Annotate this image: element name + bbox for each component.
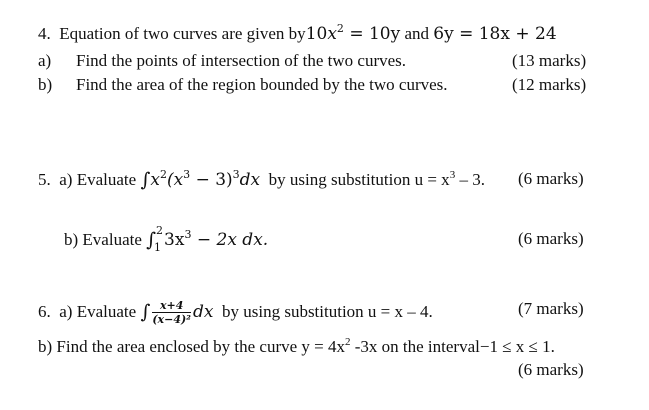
- q4-conjunction: and: [404, 24, 430, 43]
- q5-a-label: a) Evaluate: [59, 170, 137, 189]
- q4-stem-text: Equation of two curves are given by: [59, 24, 306, 43]
- q6-b-marks: (6 marks): [518, 360, 584, 379]
- q4-curve1: $10x^2 = 10y$: [305, 22, 401, 44]
- q4-part-a: [38, 52, 51, 69]
- q5-a-sub-text: by using substitution $u = x^3 - 3$.: [268, 169, 485, 189]
- q5-part-b: [64, 224, 269, 254]
- q6-a-fraction: $\frac{x+4}{\text{(x−4)²}}$: [152, 299, 191, 326]
- q5-b-marks: (6 marks): [518, 229, 584, 248]
- q4-a-text: Find the points of intersection of the two curves.: [76, 51, 407, 70]
- q6-a-integral: ∫ $\frac{x+4}{\text{(x−4)²}}$ dx: [140, 299, 214, 326]
- integral-sign-icon: ∫: [140, 169, 151, 191]
- q6-b-interval: −1 ≤ x ≤ 1.: [479, 337, 555, 356]
- q4-a-marks: (13 marks): [512, 51, 587, 70]
- q4-b-label: b): [38, 75, 53, 94]
- q4-number: 4.: [38, 24, 51, 43]
- q6-part-b: b) Find the area enclosed by the curve $y = 4x^2$ -3x on the interval−1 ≤ x ≤ 1.: [38, 336, 555, 356]
- q6-number: 6.: [38, 302, 51, 321]
- q5-b-integral: ∫ 2 1 $3x^3 - 2x$ dx.: [146, 224, 269, 254]
- q5-number: 5.: [38, 170, 51, 189]
- q5-b-label: b) Evaluate: [64, 230, 142, 249]
- q5-a-marks: (6 marks): [518, 169, 584, 188]
- q5-a-integral: $\int x^2(x^3 - 3)^3dx$: [140, 168, 261, 191]
- integral-sign-icon: ∫: [140, 301, 151, 323]
- q6-a-label: a) Evaluate: [59, 302, 137, 321]
- q6-a-sub-text: by using substitution u = x – 4.: [221, 302, 433, 321]
- q6-a-marks: (7 marks): [518, 299, 584, 318]
- q4-curve2: 6y = 18x + 24: [433, 24, 557, 44]
- q4-stem: [38, 22, 557, 44]
- q4-a-label: a): [38, 51, 52, 70]
- q5-part-a: [38, 170, 485, 189]
- q6-part-a: [38, 300, 433, 325]
- q4-b-text: Find the area of the region bounded by the two curves.: [76, 75, 448, 94]
- q4-b-marks: (12 marks): [512, 75, 587, 94]
- q4-part-b: [38, 76, 52, 93]
- integral-sign-icon: ∫: [146, 229, 157, 251]
